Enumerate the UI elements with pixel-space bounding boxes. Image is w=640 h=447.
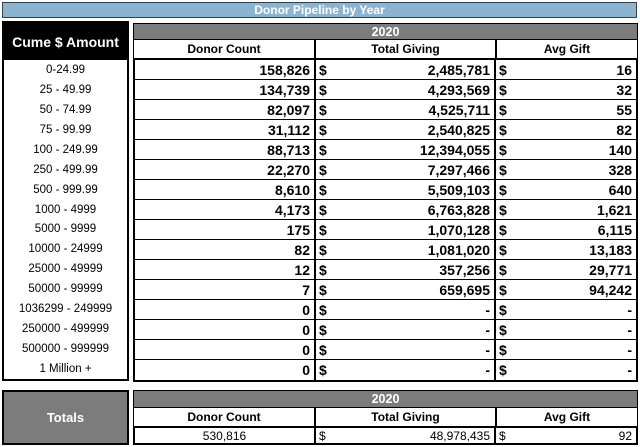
currency-symbol: $ <box>499 181 507 198</box>
report-title: Donor Pipeline by Year <box>254 3 385 17</box>
avg-gift-cell[interactable] <box>496 300 636 319</box>
donor-count-cell[interactable] <box>135 320 316 339</box>
avg-gift-value: 29,771 <box>589 261 632 278</box>
currency-symbol: $ <box>319 81 327 98</box>
currency-symbol: $ <box>319 241 327 258</box>
currency-symbol: $ <box>319 261 327 278</box>
totals-column-header-donor-count: Donor Count <box>134 408 316 426</box>
avg-gift-cell[interactable] <box>496 80 636 99</box>
range-label-text: 500 - 999.99 <box>33 183 98 196</box>
range-label-text: 500000 - 999999 <box>22 343 109 356</box>
table-row <box>135 280 636 300</box>
total-giving-cell[interactable] <box>316 320 496 339</box>
totals-values-row <box>133 427 638 445</box>
donor-count-value: 134,739 <box>259 81 310 98</box>
donor-count-value: 22,270 <box>267 161 310 178</box>
currency-symbol: $ <box>499 201 507 218</box>
range-label-text: 0-24.99 <box>45 63 85 76</box>
row-range-label[interactable] <box>4 220 127 240</box>
totals-year-header <box>133 390 638 408</box>
avg-gift-cell[interactable] <box>496 160 636 179</box>
range-label-text: 50000 - 99999 <box>28 283 103 296</box>
range-label-text: 5000 - 9999 <box>34 223 97 236</box>
donor-count-cell[interactable] <box>135 160 316 179</box>
avg-gift-value: 55 <box>616 101 632 118</box>
total-giving-value: 1,081,020 <box>427 241 490 258</box>
donor-count-cell[interactable] <box>135 140 316 159</box>
avg-gift-cell[interactable] <box>496 60 636 79</box>
range-label-text: 10000 - 24999 <box>28 243 103 256</box>
avg-gift-value: 1,621 <box>596 201 632 218</box>
currency-symbol: $ <box>319 321 327 338</box>
donor-count-cell[interactable] <box>135 180 316 199</box>
currency-symbol: $ <box>499 321 507 338</box>
totals-donor-count-cell[interactable] <box>135 428 316 443</box>
total-giving-cell[interactable] <box>316 160 496 179</box>
avg-gift-cell[interactable] <box>496 280 636 299</box>
cume-amount-header <box>4 23 127 60</box>
donor-count-cell[interactable] <box>135 280 316 299</box>
donor-count-cell[interactable] <box>135 80 316 99</box>
currency-symbol: $ <box>499 121 507 138</box>
table-row <box>135 220 636 240</box>
row-range-label[interactable] <box>4 160 127 180</box>
year-header <box>133 23 638 40</box>
total-giving-cell[interactable] <box>316 140 496 159</box>
donor-count-value: 158,826 <box>259 61 310 78</box>
pipeline-data-grid <box>133 23 638 382</box>
total-giving-cell[interactable] <box>316 300 496 319</box>
donor-count-value: 8,610 <box>274 181 310 198</box>
donor-count-value: 7 <box>302 281 310 298</box>
currency-symbol: $ <box>499 362 507 378</box>
currency-symbol: $ <box>319 121 327 138</box>
pipeline-rows-box <box>133 59 638 382</box>
currency-symbol: $ <box>319 201 327 218</box>
currency-symbol: $ <box>319 141 327 158</box>
row-range-label[interactable] <box>4 339 127 359</box>
donor-count-value: 82,097 <box>267 101 310 118</box>
avg-gift-cell[interactable] <box>496 180 636 199</box>
donor-count-cell[interactable] <box>135 120 316 139</box>
currency-symbol: $ <box>319 428 326 443</box>
avg-gift-value: 140 <box>608 141 632 158</box>
totals-column-header-row <box>133 408 638 427</box>
avg-gift-cell[interactable] <box>496 240 636 259</box>
total-giving-cell[interactable] <box>316 60 496 79</box>
currency-symbol: $ <box>499 81 507 98</box>
avg-gift-value: - <box>627 301 632 318</box>
total-giving-cell[interactable] <box>316 280 496 299</box>
column-header-row <box>133 40 638 59</box>
donor-count-cell[interactable] <box>135 60 316 79</box>
row-range-label[interactable] <box>4 120 127 140</box>
avg-gift-value: - <box>627 321 632 338</box>
cume-amount-header-label: Cume $ Amount <box>12 33 119 50</box>
avg-gift-value: 94,242 <box>589 281 632 298</box>
table-row <box>135 180 636 200</box>
totals-total-giving-value: 48,978,435 <box>429 428 490 443</box>
avg-gift-value: 640 <box>608 181 632 198</box>
currency-symbol: $ <box>319 341 327 358</box>
currency-symbol: $ <box>319 362 327 378</box>
row-range-label[interactable] <box>4 140 127 160</box>
table-row <box>135 300 636 320</box>
total-giving-value: 4,293,569 <box>427 81 490 98</box>
currency-symbol: $ <box>319 161 327 178</box>
avg-gift-value: 82 <box>616 121 632 138</box>
avg-gift-value: 16 <box>616 61 632 78</box>
donor-count-value: 0 <box>302 321 310 338</box>
range-labels-box <box>4 60 127 379</box>
totals-header-label: Totals <box>46 410 85 425</box>
total-giving-value: 6,763,828 <box>427 201 490 218</box>
range-label-text: 250000 - 499999 <box>22 323 109 336</box>
total-giving-value: 4,525,711 <box>428 101 490 118</box>
currency-symbol: $ <box>499 61 507 78</box>
avg-gift-cell[interactable] <box>496 140 636 159</box>
avg-gift-cell[interactable] <box>496 360 636 380</box>
row-range-label[interactable] <box>4 279 127 299</box>
currency-symbol: $ <box>499 341 507 358</box>
table-row <box>135 320 636 340</box>
range-label-text: 1036299 - 249999 <box>18 303 113 316</box>
total-giving-cell[interactable] <box>316 200 496 219</box>
avg-gift-value: 13,183 <box>589 241 632 258</box>
donor-count-cell[interactable] <box>135 340 316 359</box>
totals-donor-count-value: 530,816 <box>202 428 247 443</box>
table-row <box>135 160 636 180</box>
total-giving-value: 7,297,466 <box>427 161 490 178</box>
donor-count-value: 12 <box>294 261 310 278</box>
currency-symbol: $ <box>499 301 507 318</box>
table-row <box>135 120 636 140</box>
avg-gift-cell[interactable] <box>496 340 636 359</box>
avg-gift-cell[interactable] <box>496 200 636 219</box>
total-giving-value: 659,695 <box>439 281 490 298</box>
avg-gift-cell[interactable] <box>496 220 636 239</box>
totals-header <box>2 390 129 445</box>
currency-symbol: $ <box>499 261 507 278</box>
total-giving-value: 2,485,781 <box>427 61 490 78</box>
currency-symbol: $ <box>499 141 507 158</box>
range-label-text: 25000 - 49999 <box>28 263 103 276</box>
avg-gift-value: - <box>627 362 632 378</box>
total-giving-value: 5,509,103 <box>427 181 490 198</box>
donor-count-cell[interactable] <box>135 360 316 380</box>
totals-total-giving-cell[interactable] <box>316 428 496 443</box>
donor-count-cell[interactable] <box>135 240 316 259</box>
total-giving-cell[interactable] <box>316 260 496 279</box>
total-giving-cell[interactable] <box>316 340 496 359</box>
row-range-label[interactable] <box>4 80 127 100</box>
report-title-bar <box>2 2 637 18</box>
total-giving-value: 2,540,825 <box>427 121 490 138</box>
row-range-label[interactable] <box>4 259 127 279</box>
cume-amount-column <box>2 21 129 381</box>
currency-symbol: $ <box>499 241 507 258</box>
currency-symbol: $ <box>499 101 507 118</box>
row-range-label[interactable] <box>4 100 127 120</box>
column-header-donor-count: Donor Count <box>134 40 316 58</box>
range-label-text: 1000 - 4999 <box>34 203 97 216</box>
totals-data-grid <box>133 390 638 445</box>
currency-symbol: $ <box>319 221 327 238</box>
total-giving-cell[interactable] <box>316 180 496 199</box>
donor-count-value: 31,112 <box>267 121 310 138</box>
total-giving-cell[interactable] <box>316 220 496 239</box>
avg-gift-value: 32 <box>616 81 632 98</box>
table-row <box>135 100 636 120</box>
currency-symbol: $ <box>319 181 327 198</box>
range-label-text: 100 - 249.99 <box>33 143 98 156</box>
avg-gift-cell[interactable] <box>496 260 636 279</box>
total-giving-cell[interactable] <box>316 240 496 259</box>
currency-symbol: $ <box>499 281 507 298</box>
column-header-avg-gift: Avg Gift <box>543 42 591 56</box>
table-row <box>135 240 636 260</box>
row-range-label[interactable] <box>4 60 127 80</box>
table-row <box>135 80 636 100</box>
table-row <box>135 360 636 380</box>
avg-gift-value: - <box>627 341 632 358</box>
total-giving-value: 12,394,055 <box>419 141 490 158</box>
range-label-text: 250 - 499.99 <box>33 163 98 176</box>
avg-gift-value: 328 <box>608 161 632 178</box>
donor-count-value: 0 <box>302 301 310 318</box>
table-row <box>135 340 636 360</box>
total-giving-value: - <box>485 301 490 318</box>
donor-count-value: 82 <box>294 241 310 258</box>
table-row <box>135 260 636 280</box>
currency-symbol: $ <box>499 161 507 178</box>
total-giving-value: - <box>485 321 490 338</box>
currency-symbol: $ <box>499 428 506 443</box>
column-header-total-giving: Total Giving <box>316 40 497 58</box>
donor-count-cell[interactable] <box>135 300 316 319</box>
donor-count-cell[interactable] <box>135 220 316 239</box>
row-range-label[interactable] <box>4 180 127 200</box>
currency-symbol: $ <box>319 101 327 118</box>
donor-count-cell[interactable] <box>135 100 316 119</box>
total-giving-cell[interactable] <box>316 100 496 119</box>
total-giving-value: 1,070,128 <box>427 221 490 238</box>
row-range-label[interactable] <box>4 239 127 259</box>
donor-count-value: 175 <box>286 221 310 238</box>
avg-gift-cell[interactable] <box>496 320 636 339</box>
total-giving-cell[interactable] <box>316 80 496 99</box>
totals-column-header-avg-gift: Avg Gift <box>543 410 591 424</box>
row-range-label[interactable] <box>4 319 127 339</box>
currency-symbol: $ <box>319 281 327 298</box>
currency-symbol: $ <box>319 61 327 78</box>
currency-symbol: $ <box>499 221 507 238</box>
totals-avg-gift-value: 92 <box>618 428 632 443</box>
total-giving-cell[interactable] <box>316 360 496 380</box>
row-range-label[interactable] <box>4 359 127 379</box>
range-label-text: 1 Million + <box>39 363 92 376</box>
donor-count-value: 0 <box>302 341 310 358</box>
table-row <box>135 60 636 80</box>
donor-count-value: 0 <box>302 362 310 378</box>
table-row <box>135 200 636 220</box>
row-range-label[interactable] <box>4 200 127 220</box>
avg-gift-cell[interactable] <box>496 100 636 119</box>
total-giving-cell[interactable] <box>316 120 496 139</box>
totals-column-header-total-giving: Total Giving <box>316 408 497 426</box>
currency-symbol: $ <box>319 301 327 318</box>
donor-count-cell[interactable] <box>135 200 316 219</box>
range-label-text: 25 - 49.99 <box>39 83 92 96</box>
range-label-text: 75 - 99.99 <box>39 123 92 136</box>
avg-gift-cell[interactable] <box>496 120 636 139</box>
totals-year-header-label: 2020 <box>371 392 400 406</box>
donor-count-value: 4,173 <box>274 201 310 218</box>
total-giving-value: 357,256 <box>439 261 490 278</box>
donor-count-cell[interactable] <box>135 260 316 279</box>
total-giving-value: - <box>485 341 490 358</box>
total-giving-value: - <box>485 362 490 378</box>
range-label-text: 50 - 74.99 <box>39 103 92 116</box>
year-header-label: 2020 <box>371 24 400 39</box>
row-range-label[interactable] <box>4 299 127 319</box>
donor-count-value: 88,713 <box>267 141 310 158</box>
avg-gift-value: 6,115 <box>597 221 632 238</box>
totals-avg-gift-cell[interactable] <box>496 428 636 443</box>
table-row <box>135 140 636 160</box>
